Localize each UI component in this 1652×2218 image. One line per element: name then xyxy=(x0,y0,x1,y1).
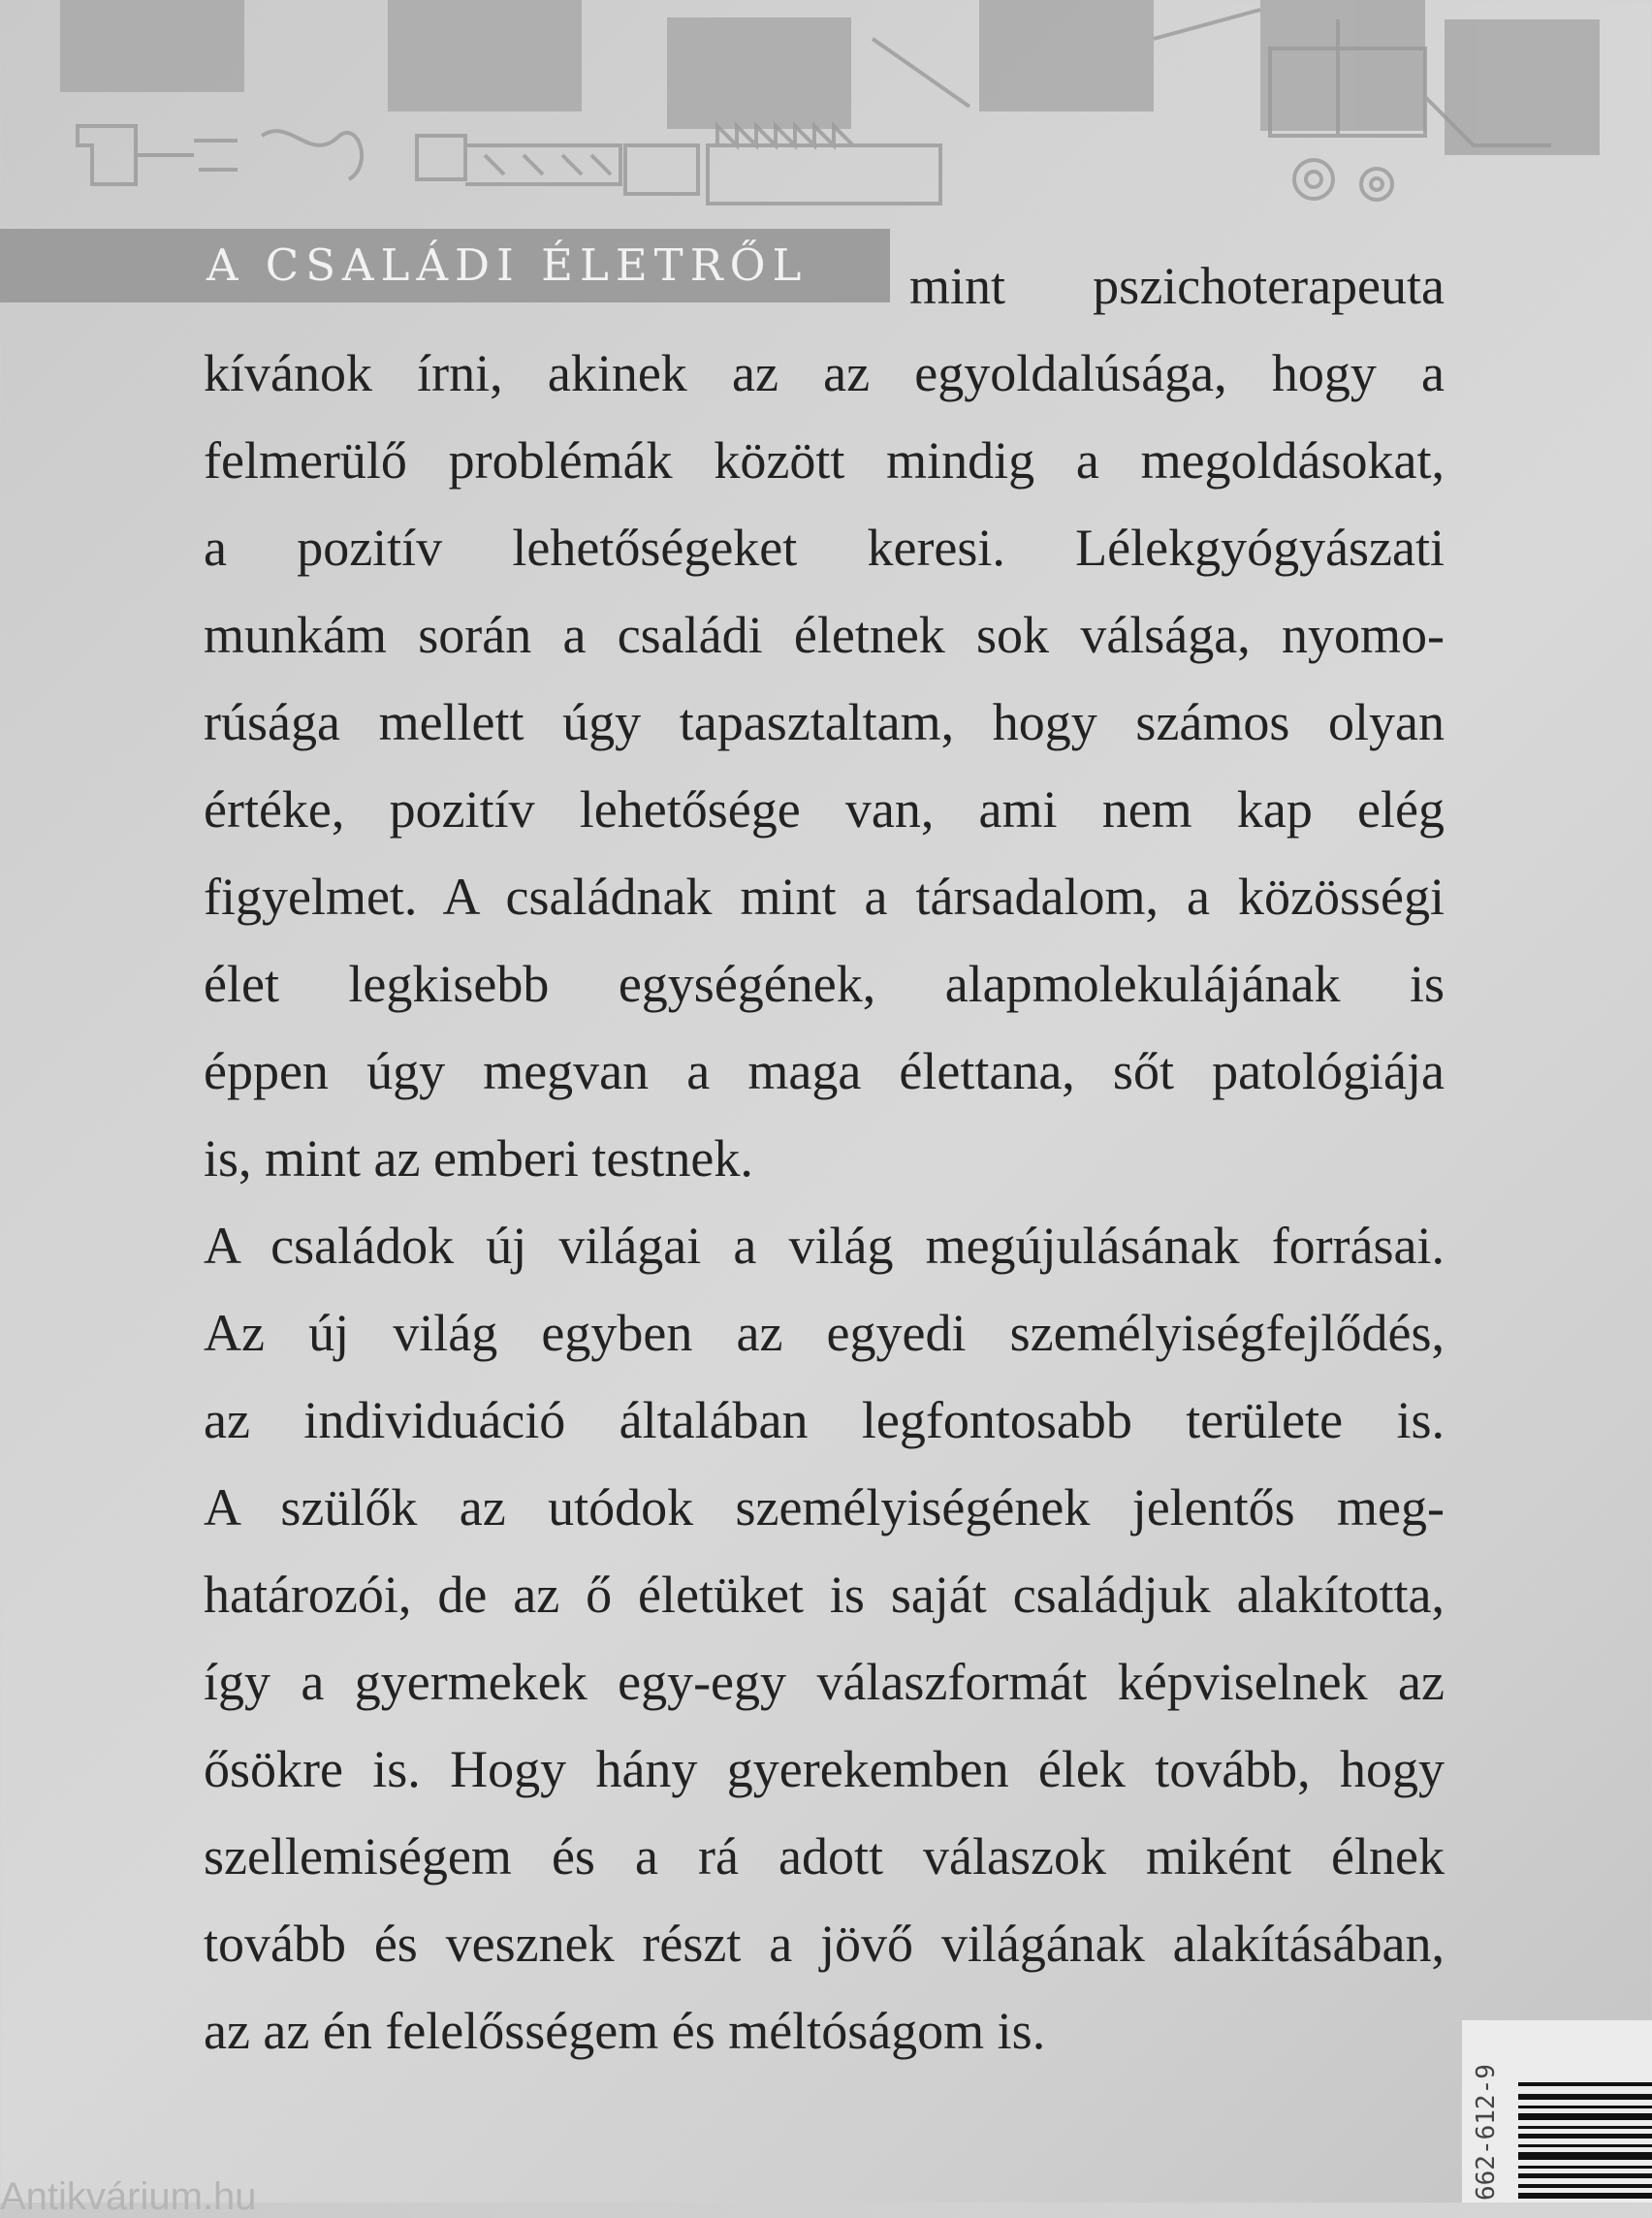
text-line: figyelmet. A családnak mint a társadalom, a közösségi xyxy=(204,868,1445,926)
text-line: rúsága mellett úgy tapasztaltam, hogy számos olyan xyxy=(204,693,1445,751)
text-line: A családok új világai a világ megújulásának forrásai. xyxy=(204,1217,1445,1275)
text-line: is, mint az emberi testnek. xyxy=(204,1129,753,1188)
text-line: tovább és vesznek részt a jövő világának alakításában, xyxy=(204,1915,1445,1973)
text-line: az individuáció általában legfontosabb területe is. xyxy=(204,1391,1445,1449)
watermark: Antikvárium.hu xyxy=(0,2175,257,2218)
text-line: mint pszichoterapeuta xyxy=(909,257,1445,315)
barcode-icon xyxy=(1518,2075,1652,2202)
text-line: határozói, de az ő életüket is saját családjuk alakította, xyxy=(204,1566,1445,1624)
isbn-number: 662-612-9 xyxy=(1472,2064,1501,2201)
text-line: A szülők az utódok személyiségének jelentős meg- xyxy=(204,1478,1445,1537)
body-text xyxy=(204,242,1445,2075)
text-line: Az új világ egyben az egyedi személyiségfejlődés, xyxy=(204,1304,1445,1362)
text-line: így a gyermekek egy-egy válaszformát képviselnek az xyxy=(204,1653,1445,1711)
text-line: szellemiségem és a rá adott válaszok miként élnek xyxy=(204,1827,1445,1885)
text-line: munkám során a családi életnek sok válsága, nyomo- xyxy=(204,606,1445,664)
child-drawing-illustration xyxy=(0,0,1652,228)
text-line: a pozitív lehetőségeket keresi. Lélekgyógyászati xyxy=(204,519,1445,577)
text-line: ősökre is. Hogy hány gyerekemben élek tovább, hogy xyxy=(204,1740,1445,1798)
text-line: felmerülő problémák között mindig a megoldásokat, xyxy=(204,431,1445,490)
text-line: az az én felelősségem és méltóságom is. xyxy=(204,2002,1046,2060)
section-heading: A CSALÁDI ÉLETRŐL xyxy=(206,239,809,291)
text-line: élet legkisebb egységének, alapmolekulájának is xyxy=(204,955,1445,1013)
text-line: éppen úgy megvan a maga élettana, sőt patológiája xyxy=(204,1042,1445,1100)
text-line: kívánok írni, akinek az az egyoldalúsága, hogy a xyxy=(204,344,1445,402)
text-line: értéke, pozitív lehetősége van, ami nem kap elég xyxy=(204,780,1445,839)
